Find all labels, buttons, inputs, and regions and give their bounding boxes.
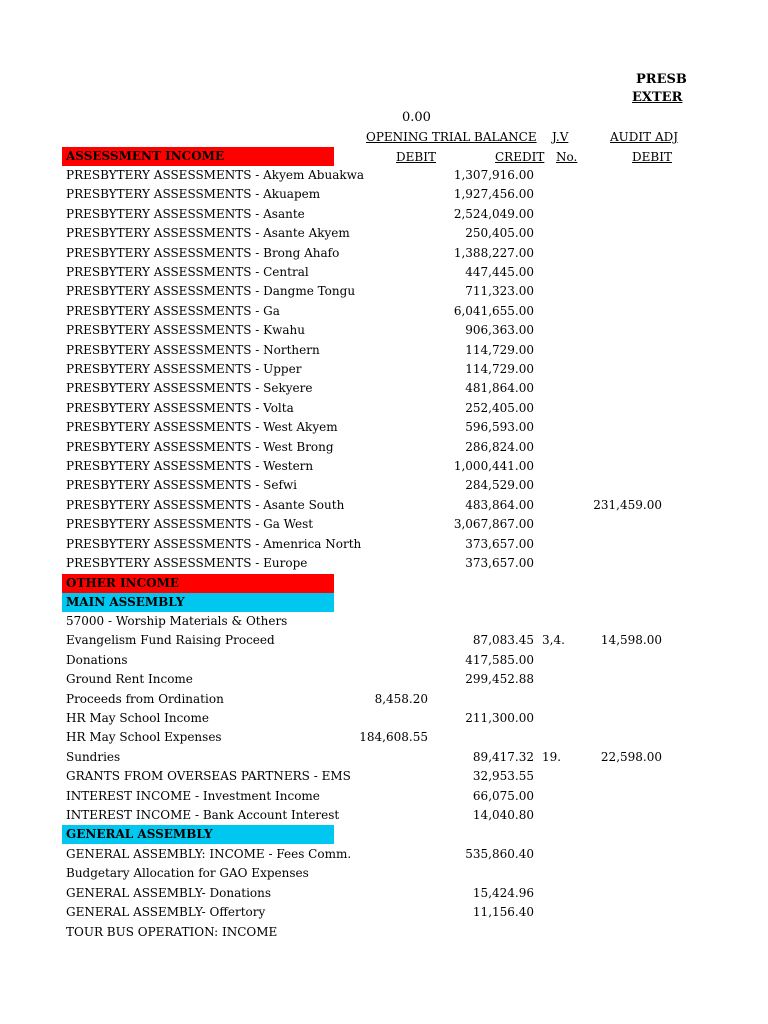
- row-credit: 373,657.00: [465, 536, 534, 551]
- row-label: Proceeds from Ordination: [66, 691, 224, 706]
- opening-trial-balance-header: OPENING TRIAL BALANCE: [366, 130, 537, 144]
- row-audit-debit: 22,598.00: [600, 749, 662, 764]
- row-label: GENERAL ASSEMBLY: INCOME - Fees Comm.: [66, 847, 352, 861]
- row-credit: 1,927,456.00: [453, 187, 534, 202]
- row-credit: 286,824.00: [465, 439, 534, 454]
- row-credit: 1,388,227.00: [453, 245, 534, 260]
- row-credit: 447,445.00: [465, 265, 534, 279]
- row-credit: 89,417.32: [472, 749, 534, 764]
- row-label: GRANTS FROM OVERSEAS PARTNERS - EMS: [66, 769, 351, 784]
- row-label: TOUR BUS OPERATION: INCOME: [66, 924, 278, 939]
- top-value: 0.00: [402, 110, 431, 125]
- row-label: GENERAL ASSEMBLY- Donations: [66, 885, 272, 900]
- row-label: HR May School Income: [66, 711, 210, 725]
- general-assembly-heading: GENERAL ASSEMBLY: [66, 827, 213, 841]
- row-credit: 87,083.45: [472, 633, 534, 648]
- row-credit: 6,041,655.00: [453, 303, 534, 318]
- row-label: PRESBYTERY ASSESSMENTS - Northern: [66, 342, 320, 357]
- row-label: HR May School Expenses: [66, 730, 222, 745]
- row-label: INTEREST INCOME - Bank Account Interest: [66, 808, 340, 822]
- debit-header: DEBIT: [396, 150, 436, 164]
- row-label: Budgetary Allocation for GAO Expenses: [66, 866, 309, 881]
- jv-no-header: No.: [556, 150, 578, 164]
- row-label: Evangelism Fund Raising Proceed: [66, 633, 275, 648]
- jv-header: J.V: [552, 130, 569, 144]
- row-credit: 14,040.80: [472, 808, 534, 822]
- row-debit: 184,608.55: [359, 730, 428, 745]
- main-assembly-heading: MAIN ASSEMBLY: [66, 595, 185, 609]
- row-label: Donations: [66, 652, 128, 667]
- row-label: PRESBYTERY ASSESSMENTS - Sekyere: [66, 381, 313, 396]
- audit-debit-header: DEBIT: [632, 150, 672, 164]
- row-label: PRESBYTERY ASSESSMENTS - Brong Ahafo: [66, 245, 340, 260]
- row-credit: 250,405.00: [465, 226, 534, 241]
- row-label: PRESBYTERY ASSESSMENTS - Akuapem: [66, 187, 321, 202]
- row-credit: 1,307,916.00: [453, 168, 534, 182]
- row-credit: 11,156.40: [472, 905, 534, 920]
- row-label: PRESBYTERY ASSESSMENTS - Ga: [66, 303, 280, 318]
- row-label: PRESBYTERY ASSESSMENTS - Asante: [66, 206, 305, 221]
- row-credit: 3,067,867.00: [453, 517, 534, 532]
- row-credit: 252,405.00: [465, 400, 534, 415]
- row-credit: 114,729.00: [465, 362, 534, 376]
- row-credit: 1,000,441.00: [453, 459, 534, 473]
- row-label: PRESBYTERY ASSESSMENTS - Central: [66, 265, 309, 279]
- row-label: Ground Rent Income: [66, 672, 193, 687]
- other-income-heading: OTHER INCOME: [66, 576, 180, 590]
- row-label: PRESBYTERY ASSESSMENTS - Akyem Abuakwa: [66, 168, 365, 182]
- row-label: PRESBYTERY ASSESSMENTS - Kwahu: [66, 323, 305, 338]
- row-label: PRESBYTERY ASSESSMENTS - Dangme Tongu: [66, 284, 356, 299]
- assessment-income-heading: ASSESSMENT INCOME: [66, 149, 225, 163]
- row-label: PRESBYTERY ASSESSMENTS - Upper: [66, 362, 302, 376]
- row-label: PRESBYTERY ASSESSMENTS - Ga West: [66, 517, 314, 532]
- row-label: PRESBYTERY ASSESSMENTS - Amenrica North: [66, 536, 362, 551]
- row-credit: 66,075.00: [472, 788, 534, 803]
- row-label: Sundries: [66, 749, 121, 764]
- row-label: PRESBYTERY ASSESSMENTS - Sefwi: [66, 478, 297, 493]
- row-credit: 596,593.00: [465, 420, 534, 435]
- credit-header: CREDIT: [495, 150, 545, 164]
- row-label: PRESBYTERY ASSESSMENTS - Europe: [66, 556, 308, 570]
- row-label: GENERAL ASSEMBLY- Offertory: [66, 905, 266, 920]
- row-credit: 711,323.00: [465, 284, 534, 299]
- row-credit: 114,729.00: [465, 342, 534, 357]
- row-credit: 483,864.00: [465, 497, 534, 512]
- row-label: PRESBYTERY ASSESSMENTS - Asante South: [66, 497, 345, 512]
- row-audit-debit: 231,459.00: [593, 497, 662, 512]
- row-credit: 284,529.00: [465, 478, 534, 493]
- row-audit-debit: 14,598.00: [600, 633, 662, 648]
- row-label: 57000 - Worship Materials & Others: [66, 614, 288, 628]
- row-jv: 3,4.: [542, 633, 565, 648]
- row-credit: 32,953.55: [472, 769, 534, 784]
- row-credit: 373,657.00: [465, 556, 534, 570]
- report-title-line2: EXTER: [632, 90, 683, 105]
- row-credit: 535,860.40: [465, 847, 534, 861]
- row-label: INTEREST INCOME - Investment Income: [66, 788, 320, 803]
- audit-adj-header: AUDIT ADJ: [610, 130, 679, 144]
- row-label: PRESBYTERY ASSESSMENTS - West Brong: [66, 439, 334, 454]
- row-credit: 417,585.00: [465, 652, 534, 667]
- row-credit: 299,452.88: [465, 672, 534, 687]
- report-title-line1: PRESB: [636, 72, 687, 87]
- row-credit: 906,363.00: [465, 323, 534, 338]
- row-label: PRESBYTERY ASSESSMENTS - Western: [66, 459, 314, 473]
- row-label: PRESBYTERY ASSESSMENTS - West Akyem: [66, 420, 338, 435]
- row-credit: 2,524,049.00: [453, 206, 534, 221]
- row-credit: 211,300.00: [465, 711, 534, 725]
- row-label: PRESBYTERY ASSESSMENTS - Asante Akyem: [66, 226, 350, 241]
- row-jv: 19.: [542, 749, 562, 764]
- row-debit: 8,458.20: [374, 691, 428, 706]
- row-credit: 15,424.96: [472, 885, 534, 900]
- row-credit: 481,864.00: [465, 381, 534, 396]
- row-label: PRESBYTERY ASSESSMENTS - Volta: [66, 400, 294, 415]
